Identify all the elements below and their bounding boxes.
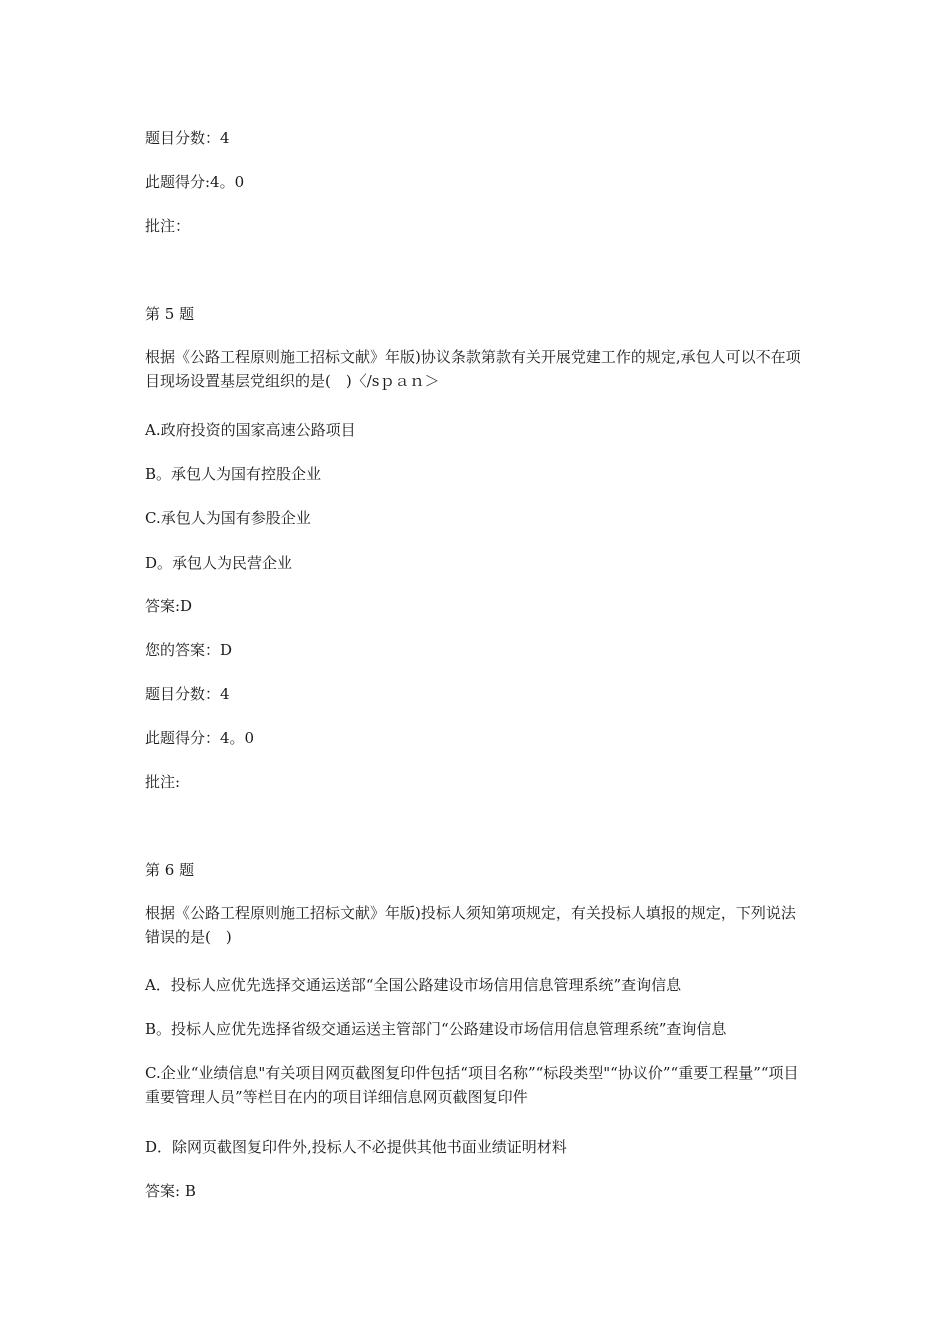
- q4-score: 题目分数：4: [145, 129, 230, 147]
- q6-option-a: A．投标人应优先选择交通运送部“全国公路建设市场信用信息管理系统”查询信息: [145, 976, 682, 994]
- q5-stem: 根据《公路工程原则施工招标文献》年版)协议条款第款有关开展党建工作的规定,承包人可以不在项目现场设置基层党组织的是( )〈/sｐａｎ＞: [145, 348, 801, 390]
- q5-note: 批注:: [145, 773, 181, 791]
- q4-note: 批注：: [145, 217, 191, 235]
- q6-option-d: D．除网页截图复印件外,投标人不必提供其他书面业绩证明材料: [145, 1138, 567, 1156]
- q5-got: 此题得分：4。0: [145, 729, 255, 747]
- q5-your-answer: 您的答案：D: [145, 641, 233, 659]
- q6-title: 第 6 题: [145, 861, 195, 879]
- q4-got: 此题得分:4。0: [145, 173, 245, 191]
- q5-option-a: A.政府投资的国家高速公路项目: [145, 421, 356, 439]
- q5-option-d: D。承包人为民营企业: [145, 554, 293, 572]
- q6-stem: 根据《公路工程原则施工招标文献》年版)投标人须知第项规定，有关投标人填报的规定，下列说法错误的是( ): [145, 904, 796, 946]
- q6-option-b: B。投标人应优先选择省级交通运送主管部门“公路建设市场信用信息管理系统”查询信息: [145, 1020, 727, 1038]
- q5-option-b: B。承包人为国有控股企业: [145, 465, 322, 483]
- q6-answer: 答案: B: [145, 1182, 196, 1200]
- q5-score: 题目分数：4: [145, 685, 230, 703]
- q6-option-c: C.企业“业绩信息"有关项目网页截图复印件包括“项目名称”“标段类型"“协议价”“重要工程量”“项目重要管理人员”等栏目在内的项目详细信息网页截图复印件: [145, 1064, 799, 1106]
- q5-answer: 答案:D: [145, 597, 193, 615]
- q5-option-c: C.承包人为国有参股企业: [145, 509, 311, 527]
- q5-title: 第 5 题: [145, 305, 195, 323]
